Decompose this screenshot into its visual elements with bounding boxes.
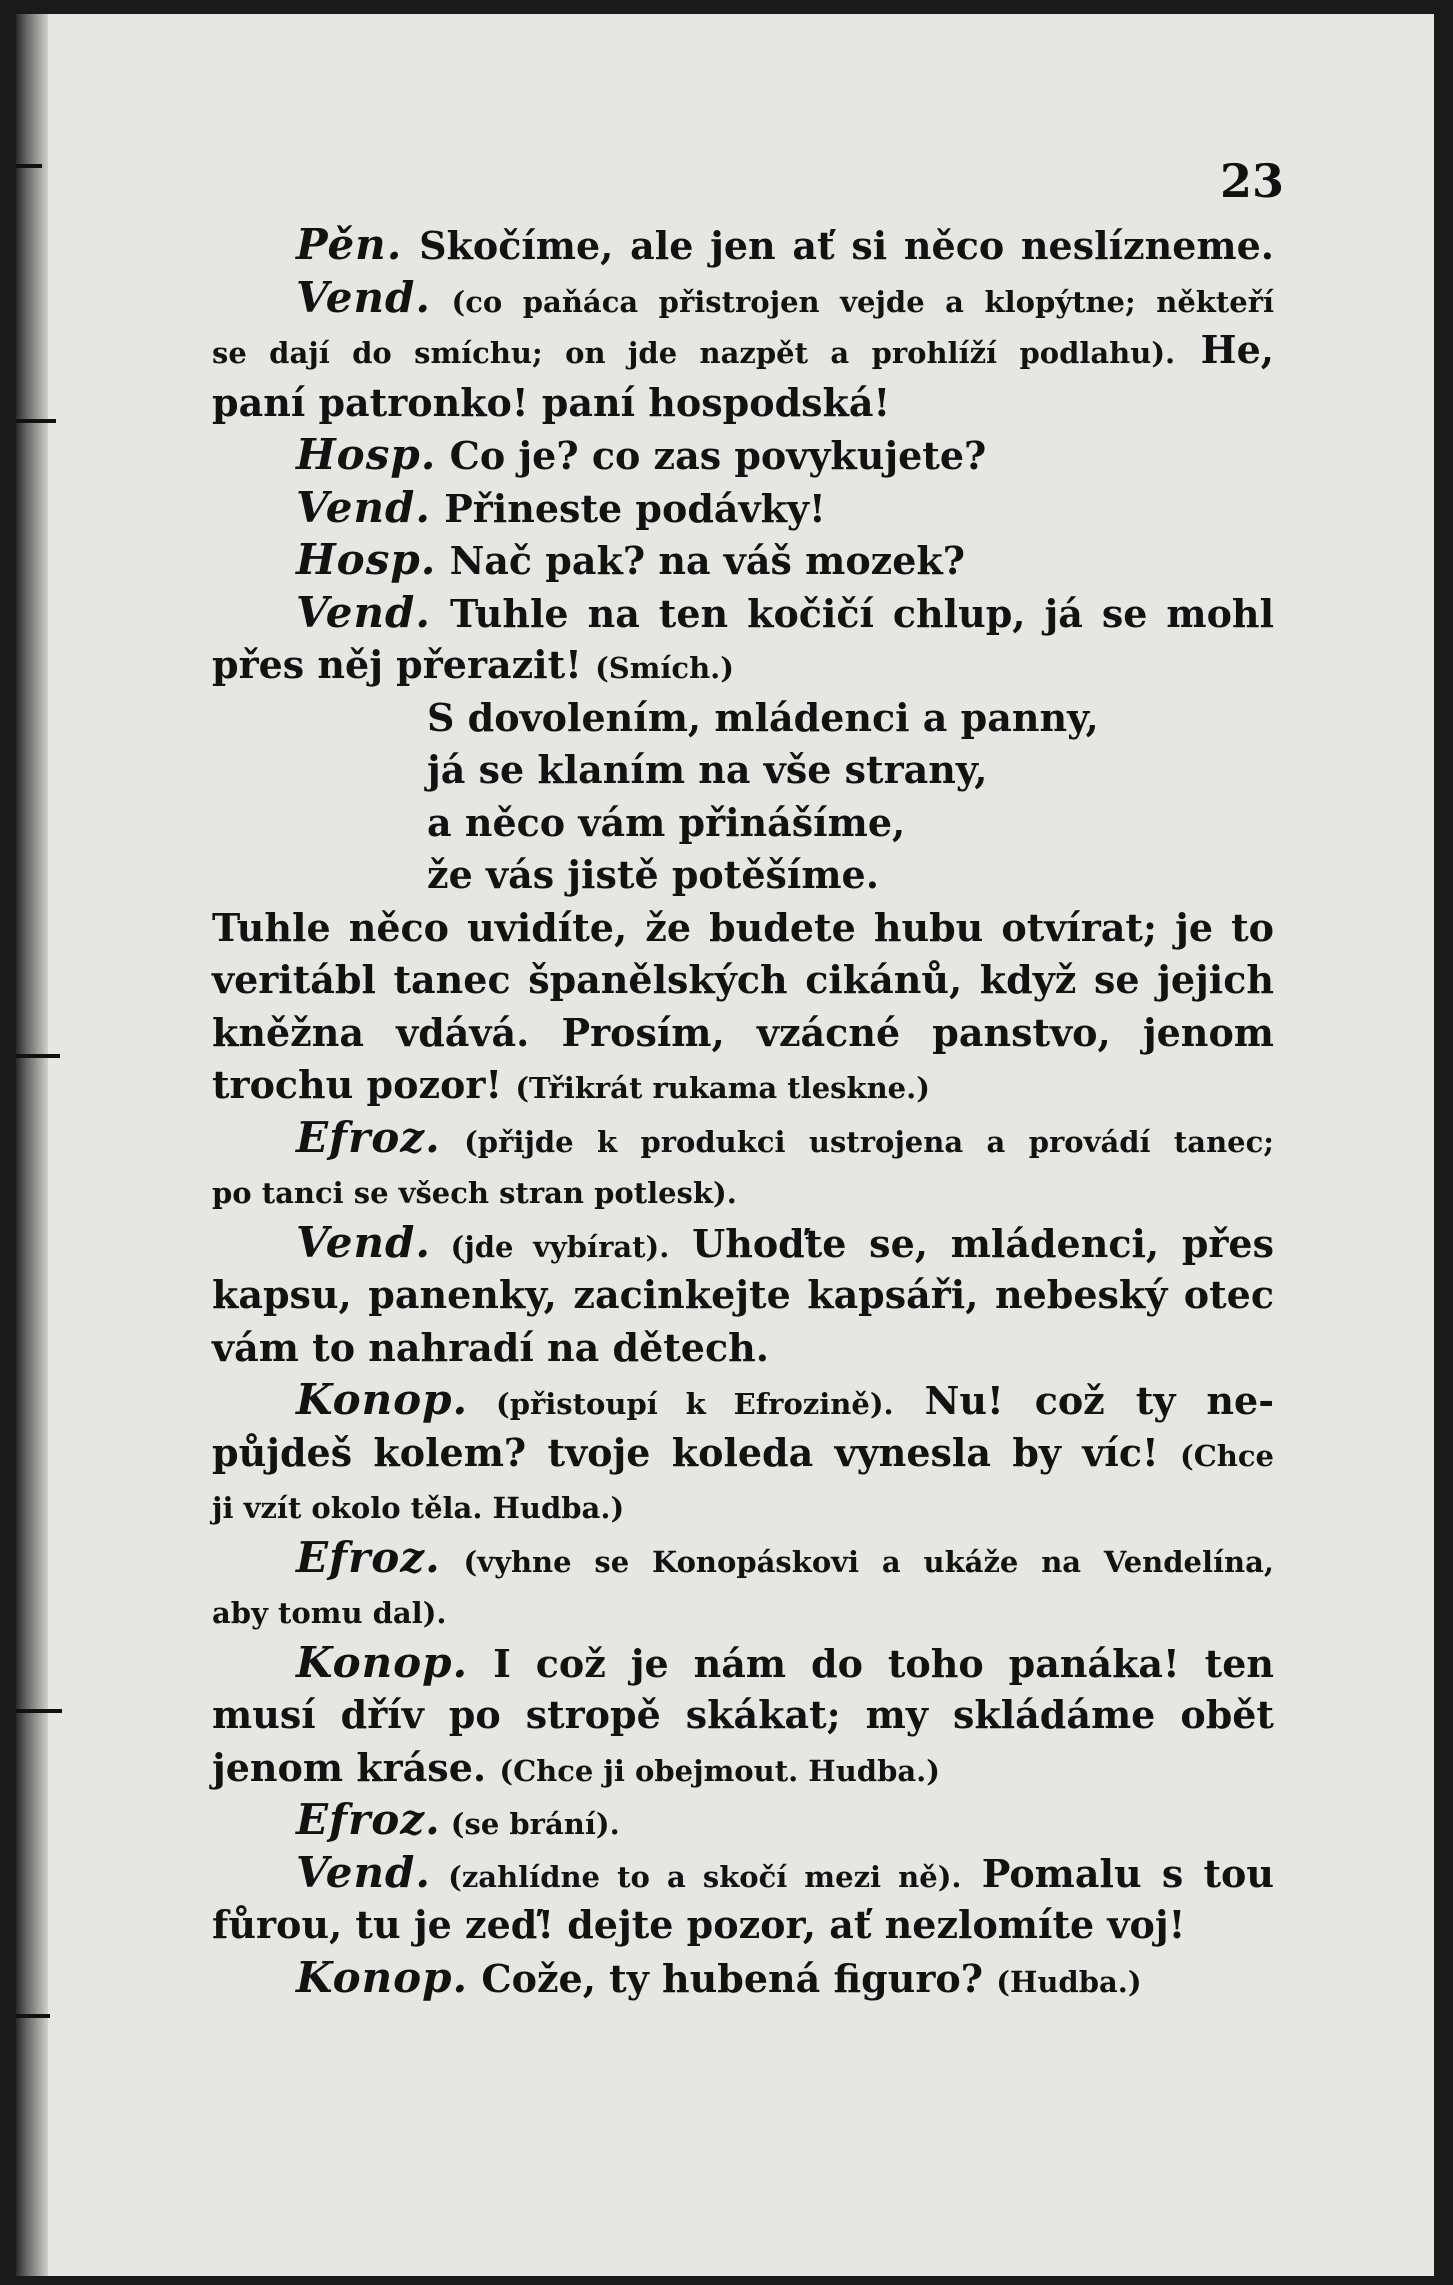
- text-line: [212, 1689, 1274, 1742]
- speaker-name: Efroz.: [296, 1112, 441, 1162]
- text-line: [212, 1269, 1274, 1322]
- dialogue-text: přes něj přerazit!: [212, 642, 596, 687]
- dialogue-text: kněžna vdává. Prosím, vzácné panstvo, jenom: [212, 1009, 1274, 1055]
- text-line: [212, 1322, 1274, 1375]
- speaker-name: Vend.: [296, 482, 431, 532]
- stage-direction: (Chce ji obejmout. Hudba.): [499, 1753, 940, 1788]
- binding-mark: [16, 1054, 60, 1058]
- speaker-name: Vend.: [296, 587, 431, 637]
- verse-line: [212, 744, 1274, 797]
- stage-direction: (co paňáca přistrojen vejde a klopýtne; někteří: [430, 284, 1274, 319]
- text-line: [212, 1374, 1274, 1427]
- speaker-name: Hosp.: [296, 430, 437, 479]
- text-line: [212, 1847, 1274, 1900]
- text-line: [212, 1899, 1274, 1952]
- play-text: [212, 219, 1274, 2004]
- text-line: [212, 1952, 1274, 2005]
- text-line: [212, 587, 1274, 640]
- text-line: [212, 1637, 1274, 1690]
- speaker-name: Hosp.: [296, 535, 437, 584]
- text-line: [212, 429, 1274, 482]
- stage-direction: (přijde k produkci ustrojena a provádí tanec;: [440, 1124, 1274, 1159]
- text-line: [212, 1794, 1274, 1847]
- dialogue-text: Skočíme, ale jen ať si něco neslízneme.: [402, 223, 1274, 268]
- speaker-name: Efroz.: [296, 1532, 441, 1582]
- speaker-name: Konop.: [296, 1952, 469, 2002]
- stage-direction: aby tomu dal).: [212, 1596, 447, 1630]
- dialogue-text: paní patronko! paní hospodská!: [212, 379, 891, 425]
- text-line: [212, 534, 1274, 587]
- dialogue-text: Pomalu s tou: [961, 1850, 1274, 1896]
- stage-direction: (Třikrát rukama tleskne.): [515, 1071, 930, 1105]
- binding-mark: [16, 419, 56, 423]
- dialogue-text: já se klaním na vše strany,: [427, 747, 988, 792]
- verse-line: [212, 797, 1274, 850]
- binding-mark: [16, 164, 42, 168]
- text-line: [212, 1584, 1274, 1637]
- stage-direction: (jde vybírat).: [430, 1229, 670, 1264]
- dialogue-text: fůrou, tu je zeď! dejte pozor, ať nezlomíte voj!: [212, 1902, 1186, 1947]
- speaker-name: Konop.: [296, 1375, 469, 1424]
- stage-direction: (Hudba.): [996, 1964, 1142, 1999]
- dialogue-text: Nač pak? na váš mozek?: [436, 538, 966, 583]
- stage-direction: ji vzít okolo těla. Hudba.): [212, 1491, 625, 1525]
- text-line: [212, 1112, 1274, 1165]
- page-number: 23: [1219, 154, 1284, 208]
- stage-direction: se dají do smíchu; on jde nazpět a prohlíží podlahu).: [212, 336, 1176, 370]
- text-line: [212, 1427, 1274, 1480]
- stage-direction: (zahlídne to a skočí mezi ně).: [430, 1859, 962, 1894]
- text-line: [212, 1007, 1274, 1060]
- text-line: [212, 954, 1274, 1007]
- verse-line: [212, 692, 1274, 745]
- text-line: [212, 1217, 1274, 1270]
- stage-direction: (Smích.): [595, 651, 734, 685]
- dialogue-text: S dovolením, mládenci a panny,: [427, 694, 1099, 740]
- dialogue-text: Uhoďte se, mládenci, přes: [669, 1220, 1274, 1266]
- text-line: [212, 1479, 1274, 1532]
- dialogue-text: že vás jistě potěšíme.: [427, 852, 879, 897]
- speaker-name: Konop.: [296, 1637, 469, 1687]
- text-line: [212, 482, 1274, 535]
- dialogue-text: trochu pozor!: [212, 1062, 516, 1107]
- dialogue-text: I což je nám do toho panáka! ten: [468, 1640, 1274, 1686]
- text-line: [212, 1059, 1274, 1112]
- speaker-name: Pěn.: [296, 220, 403, 269]
- speaker-name: Vend.: [296, 1847, 431, 1897]
- speaker-name: Vend.: [296, 272, 431, 322]
- text-line: [212, 324, 1274, 377]
- stage-direction: (Chce: [1180, 1438, 1274, 1473]
- text-line: [212, 639, 1274, 692]
- book-spine-shadow: [16, 14, 48, 2276]
- dialogue-text: a něco vám přinášíme,: [427, 799, 906, 845]
- dialogue-text: He,: [1175, 327, 1274, 372]
- speaker-name: Efroz.: [296, 1795, 441, 1844]
- dialogue-text: Přineste podávky!: [430, 485, 826, 531]
- dialogue-text: půjdeš kolem? tvoje koleda vynesla by víc!: [212, 1429, 1180, 1475]
- stage-direction: (přistoupí k Efrozině).: [468, 1387, 894, 1421]
- text-line: [212, 219, 1274, 272]
- stage-direction: po tanci se všech stran potlesk).: [212, 1176, 737, 1210]
- stage-direction: (se brání).: [440, 1807, 620, 1841]
- dialogue-text: vám to nahradí na dětech.: [212, 1324, 769, 1370]
- dialogue-text: kapsu, panenky, zacinkejte kapsáři, nebeský otec: [212, 1272, 1274, 1317]
- dialogue-text: Co je? co zas povykujete?: [436, 433, 987, 478]
- dialogue-text: Tuhle něco uvidíte, že budete hubu otvírat; je to: [212, 904, 1274, 950]
- verse-line: [212, 849, 1274, 902]
- binding-mark: [16, 1709, 62, 1713]
- text-line: [212, 1164, 1274, 1217]
- book-page: [16, 14, 1434, 2276]
- dialogue-text: musí dřív po stropě skákat; my skládáme obět: [212, 1692, 1274, 1737]
- text-line: [212, 272, 1274, 325]
- text-line: [212, 377, 1274, 430]
- stage-direction: (vyhne se Konopáskovi a ukáže na Vendelína,: [440, 1544, 1274, 1579]
- dialogue-text: Cože, ty hubená figuro?: [468, 1955, 997, 2001]
- dialogue-text: veritábl tanec španělských cikánů, když se jejich: [212, 957, 1274, 1002]
- speaker-name: Vend.: [296, 1217, 431, 1267]
- text-line: [212, 1532, 1274, 1585]
- text-line: [212, 902, 1274, 955]
- dialogue-text: Nu! což ty ne-: [893, 1378, 1274, 1423]
- binding-mark: [16, 2014, 50, 2018]
- dialogue-text: Tuhle na ten kočičí chlup, já se mohl: [430, 590, 1274, 636]
- text-line: [212, 1742, 1274, 1795]
- dialogue-text: jenom kráse.: [212, 1744, 500, 1790]
